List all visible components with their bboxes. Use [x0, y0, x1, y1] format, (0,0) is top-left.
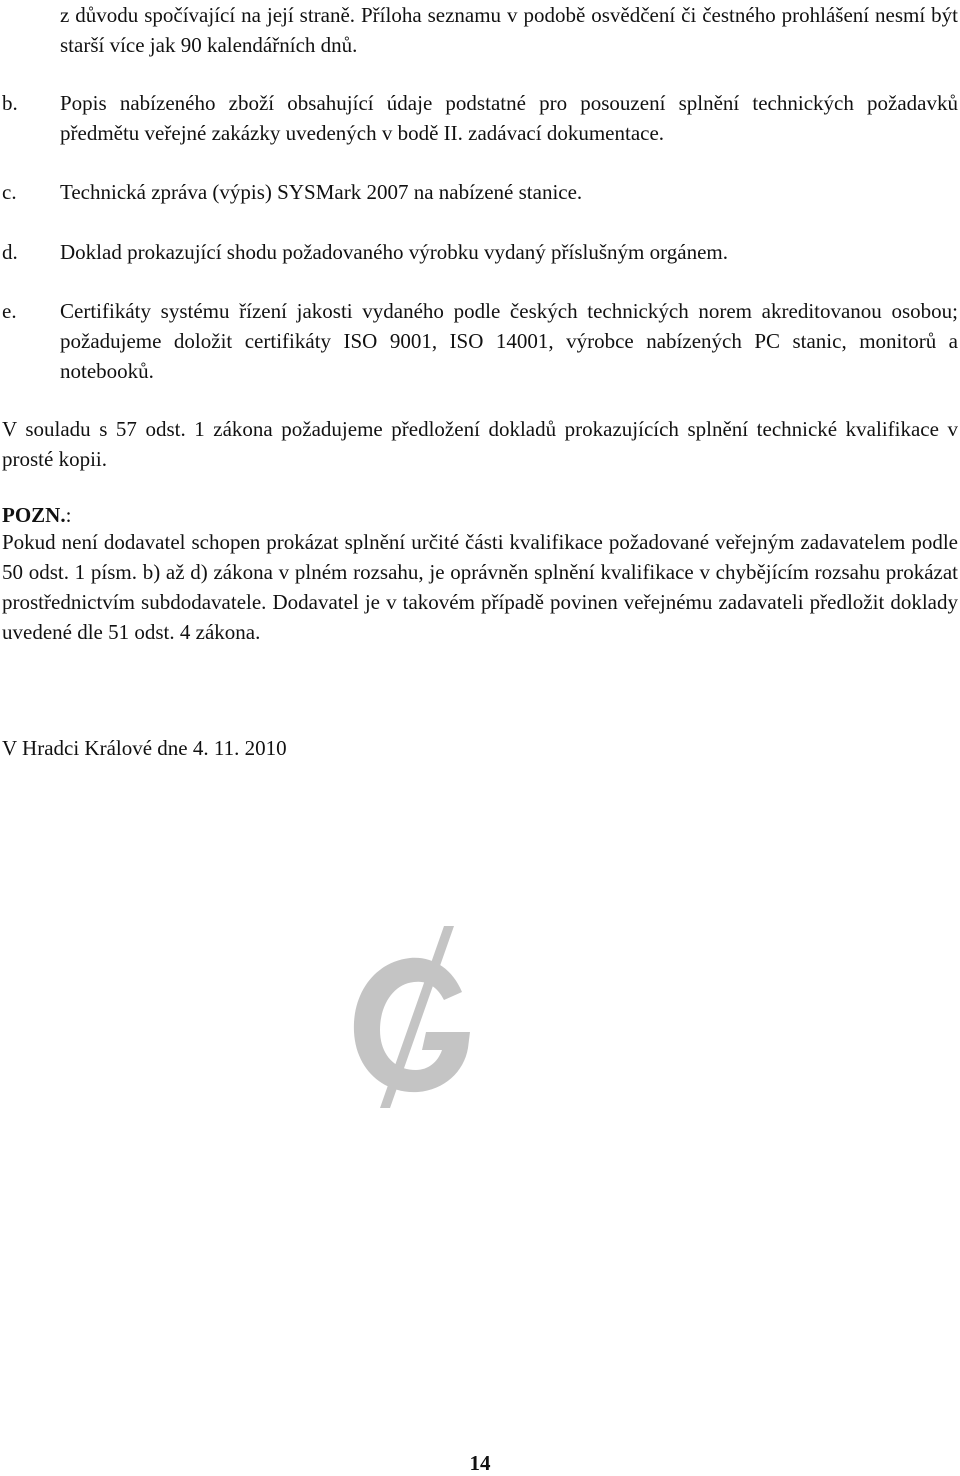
list-item-b [2, 88, 958, 148]
note-colon: : [65, 503, 72, 527]
note-paragraph: Pokud není dodavatel schopen prokázat splnění určité části kvalifikace požadované veřejným zadavatelem podle 50 odst. 1 písm. b) až d) zákona v plném rozsahu, je oprávněn splnění kvalifikace v chybějícím rozsahu prokázat prostřednictvím subdodavatele. Dodavatel je v takovém případě povinen veřejnému zadavateli předložit doklady uvedené dle 51 odst. 4 zákona. [2, 530, 958, 644]
list-text: Certifikáty systému řízení jakosti vydaného podle českých technických norem akreditovanou osobou; požadujeme doložit certifikáty ISO 9001, ISO 14001, výrobce nabízených PC stanic, monitorů a notebooků. [60, 299, 958, 383]
intro-text: z důvodu spočívající na její straně. Příloha seznamu v podobě osvědčení či čestného prohlášení nesmí být starší více jak 90 kalendářních dnů. [60, 3, 958, 57]
list-text: Doklad prokazující shodu požadovaného výrobku vydaný příslušným orgánem. [60, 240, 728, 264]
list-letter: b. [2, 91, 18, 115]
list-item-e [2, 296, 958, 386]
note-label: POZN. [2, 503, 66, 527]
list-item-c [2, 177, 958, 207]
intro-continuation [2, 0, 958, 60]
list-text: Technická zpráva (výpis) SYSMark 2007 na nabízené stanice. [60, 180, 583, 204]
stylized-g-logo-icon [332, 922, 482, 1112]
list-letter: c. [2, 180, 17, 204]
list-text: Popis nabízeného zboží obsahující údaje podstatné pro posouzení splnění technických požadavků předmětu veřejné zakázky uvedených v bodě II. zadávací dokumentace. [60, 91, 958, 145]
place-date: V Hradci Králové dne 4. 11. 2010 [2, 736, 287, 760]
page-number: 14 [469, 1451, 491, 1475]
list-letter: d. [2, 240, 18, 264]
list-item-d [2, 237, 958, 267]
list-letter: e. [2, 299, 17, 323]
compliance-paragraph: V souladu s 57 odst. 1 zákona požadujeme předložení dokladů prokazujících splnění technické kvalifikace v prosté kopii. [2, 417, 958, 471]
note-heading [2, 500, 958, 530]
